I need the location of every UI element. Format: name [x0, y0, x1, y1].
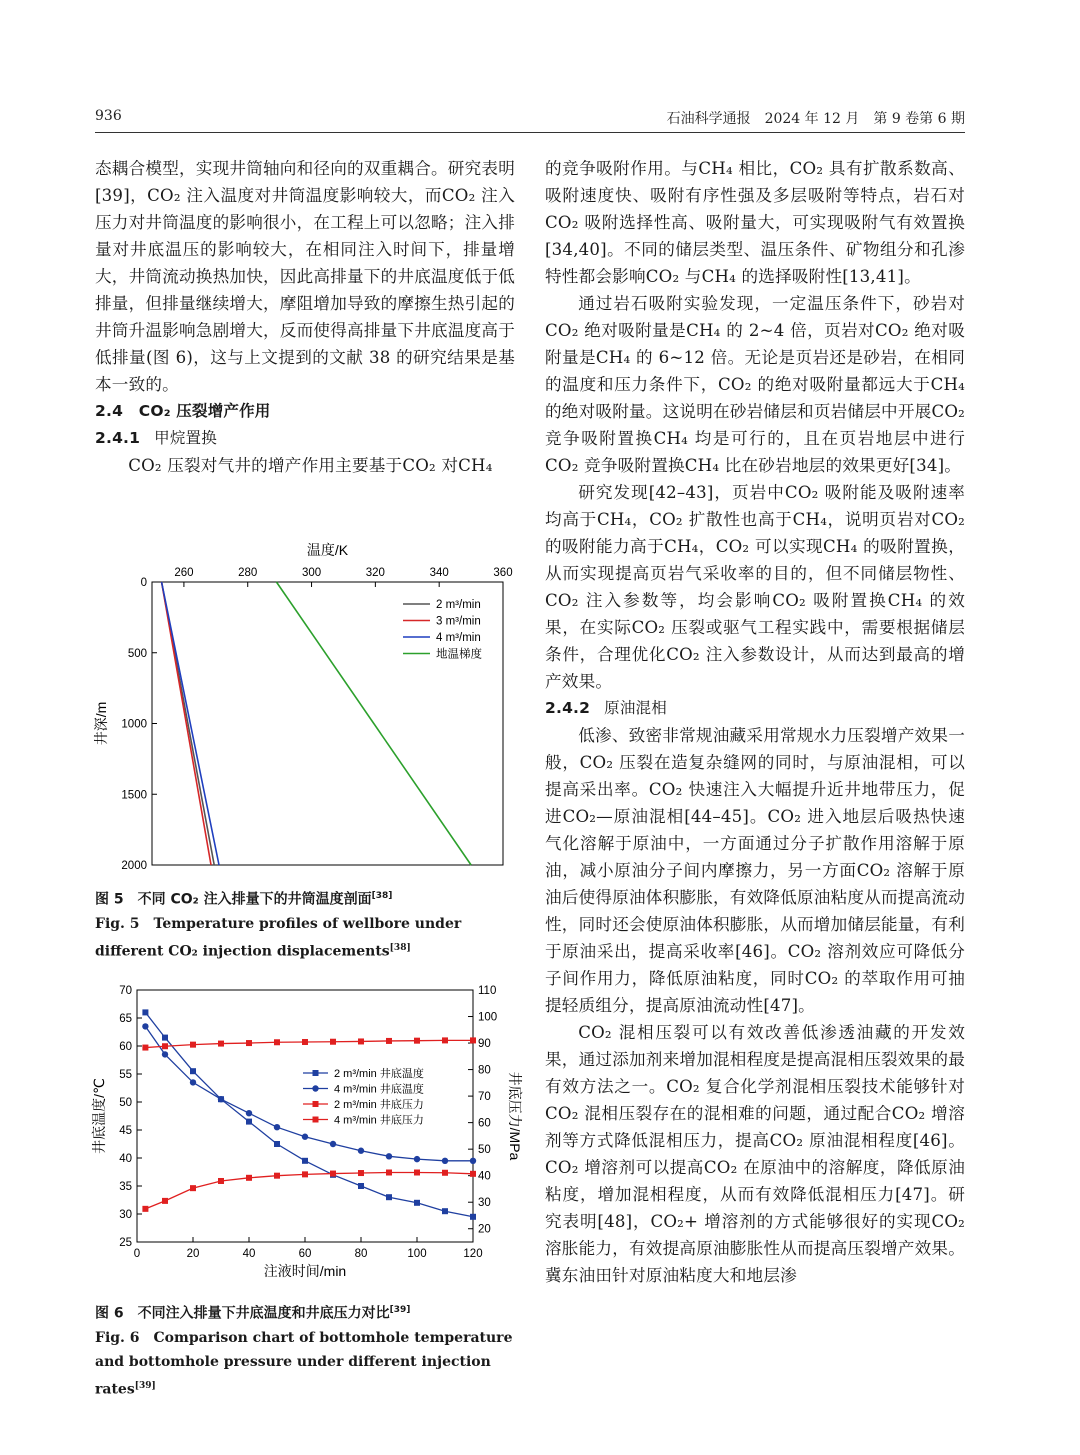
header-rule	[95, 132, 965, 133]
y2-tick-label: 100	[478, 1011, 498, 1024]
x-tick-label: 280	[238, 567, 258, 579]
y-tick-label: 1000	[121, 718, 147, 731]
y2-tick-label: 70	[478, 1091, 491, 1104]
data-point	[142, 1045, 148, 1051]
x-axis-label: 温度/K	[306, 542, 349, 558]
legend-marker-2	[312, 1085, 318, 1091]
data-point	[358, 1148, 364, 1154]
data-point	[302, 1134, 308, 1140]
data-point	[330, 1171, 336, 1177]
data-point	[162, 1051, 168, 1057]
section-title: 甲烷置换	[154, 429, 217, 447]
y-tick-label: 55	[119, 1069, 132, 1081]
y-tick-label: 1500	[121, 789, 147, 802]
legend-marker-1	[313, 1070, 319, 1076]
x-tick-label: 80	[354, 1248, 368, 1260]
data-point	[142, 1009, 148, 1015]
section-2-4-heading: 2.4 CO₂ 压裂增产作用	[95, 402, 271, 420]
data-point	[190, 1185, 196, 1191]
right-paragraph-5: CO₂ 混相压裂可以有效改善低渗透油藏的开发效果，通过添加剂来增加混相程度是提高混相压裂效果的最有效方法之一。CO₂ 复合化学剂混相压裂技术能够针对CO₂ 混相压裂存在的混相难的问题，通过配合CO₂ 增溶剂等方式降低混相压力，提高CO₂ 原油混相程度[46]。CO₂ 增溶剂可以提高CO₂ 在原油中的溶解度，降低原油粘度，增加混相程度，从而有效降低混相压力[47]。研究表明[48]，CO₂+ 增溶剂的方式能够很好的实现CO₂ 溶胀能力，有效提高原油膨胀性从而提高压裂增产效果。冀东油田针对原油粘度大和地层渗	[545, 1023, 965, 1285]
x-axis-label: 注液时间/min	[263, 1263, 347, 1279]
data-point	[274, 1141, 280, 1147]
y2-tick-label: 50	[478, 1144, 491, 1157]
data-point	[246, 1175, 252, 1181]
left-paragraph-1: 态耦合模型，实现井筒轴向和径向的双重耦合。研究表明[39]，CO₂ 注入温度对井筒温度影响较大，而CO₂ 注入压力对井筒温度的影响很小，在工程上可以忽略；注入排量对井底温压的影响较大，在相同注入时间下，排量增大，井筒流动换热加快，因此高排量下的井底温度低于低排量，但排量继续增大，摩阻增加导致的摩擦生热引起的井筒升温影响急剧增大，反而使得高排量下井底温度高于低排量(图 6)，这与上文提到的文献 38 的研究结果是基本一致的。	[95, 159, 515, 394]
y2-tick-label: 110	[478, 985, 497, 997]
y-tick-label: 35	[119, 1181, 132, 1193]
data-point	[442, 1170, 448, 1176]
data-point	[218, 1096, 224, 1102]
section-number: 2.4.1	[95, 429, 141, 447]
legend-label-1: 2 m³/min	[436, 599, 481, 611]
section-number: 2.4.2	[545, 699, 591, 717]
legend-label-3: 2 m³/min 井底压力	[334, 1099, 424, 1111]
y-tick-label: 40	[119, 1153, 132, 1165]
legend-label-3: 4 m³/min	[436, 632, 481, 644]
data-point	[302, 1158, 308, 1164]
series-line-3	[162, 582, 219, 865]
y-tick-label: 30	[119, 1209, 132, 1221]
legend-label-4: 4 m³/min 井底压力	[334, 1114, 424, 1127]
y-axis-label: 井深/m	[93, 701, 109, 746]
data-point	[442, 1208, 448, 1214]
data-point	[246, 1040, 252, 1046]
figure-5-caption	[95, 884, 525, 963]
y2-tick-label: 60	[478, 1117, 491, 1130]
data-point	[442, 1037, 448, 1043]
x-tick-label: 320	[365, 567, 385, 579]
right-paragraph-3: 研究发现[42–43]，页岩中CO₂ 吸附能及吸附速率均高于CH₄，CO₂ 扩散性也高于CH₄，说明页岩对CO₂ 的吸附能力高于CH₄，CO₂ 可以实现CH₄ 的吸附置换，从而实现提高页岩气采收率的目的，但不同储层物性、CO₂ 注入参数等，均会影响CO₂ 吸附置换CH₄ 的效果，在实际CO₂ 压裂或驱气工程实践中，需要根据储层条件，合理优化CO₂ 注入参数设计，从而达到最高的增产效果。	[545, 483, 965, 691]
y-tick-label: 70	[119, 985, 132, 997]
data-point	[246, 1110, 252, 1116]
section-title: 原油混相	[604, 699, 667, 717]
data-point	[162, 1035, 168, 1041]
y2-tick-label: 40	[478, 1170, 491, 1183]
data-point	[246, 1119, 252, 1125]
figure-5-caption-en: Fig. 5 Temperature profiles of wellbore under different CO₂ injection displacements[38]	[95, 915, 462, 960]
data-point	[442, 1158, 448, 1164]
figure-6-caption-en: Fig. 6 Comparison chart of bottomhole temperature and bottomhole pressure under different injection rates[39]	[95, 1329, 513, 1398]
y-tick-label: 0	[140, 577, 147, 589]
data-point	[190, 1068, 196, 1074]
left-column	[95, 155, 515, 479]
data-point	[274, 1124, 280, 1130]
data-point	[358, 1170, 364, 1176]
y-tick-label: 65	[119, 1013, 132, 1025]
data-point	[386, 1194, 392, 1200]
right-paragraph-2: 通过岩石吸附实验发现，一定温压条件下，砂岩对CO₂ 绝对吸附量是CH₄ 的 2~4 倍，页岩对CO₂ 绝对吸附量是CH₄ 的 6~12 倍。无论是页岩还是砂岩，在相同的温度和压力条件下，CO₂ 的绝对吸附量都远大于CH₄ 的绝对吸附量。这说明在砂岩储层和页岩储层中开展CO₂ 竞争吸附置换CH₄ 均是可行的，且在页岩地层中进行CO₂ 竞争吸附置换CH₄ 比在砂岩地层的效果更好[34]。	[545, 294, 965, 475]
data-point	[386, 1170, 392, 1176]
y-tick-label: 45	[119, 1125, 132, 1137]
x-tick-label: 100	[407, 1248, 427, 1260]
x-tick-label: 340	[429, 567, 449, 579]
data-point	[470, 1037, 476, 1043]
data-point	[414, 1038, 420, 1044]
data-point	[470, 1214, 476, 1220]
data-point	[302, 1171, 308, 1177]
right-paragraph-4: 低渗、致密非常规油藏采用常规水力压裂增产效果一般，CO₂ 压裂在造复杂缝网的同时，与原油混相，可以提高采出率。CO₂ 快速注入大幅提升近井地带压力，促进CO₂—原油混相[44–45]。CO₂ 进入地层后吸热快速气化溶解于原油中，一方面通过分子扩散作用溶解于原油，减小原油分子间内摩擦力，另一方面CO₂ 溶解于原油后使得原油体积膨胀，有效降低原油粘度从而提高流动性，同时还会使原油体积膨胀，从而增加储层能量，有利于原油采出，提高采收率[46]。CO₂ 溶剂效应可降低分子间作用力，降低原油粘度，同时CO₂ 的萃取作用可抽提轻质组分，提高原油流动性[47]。	[545, 726, 965, 1015]
y-tick-label: 50	[119, 1097, 132, 1109]
y-tick-label: 500	[127, 647, 147, 660]
data-point	[470, 1171, 476, 1177]
legend-marker-3	[313, 1101, 319, 1107]
legend-label-2: 4 m³/min 井底温度	[334, 1083, 424, 1096]
data-point	[302, 1039, 308, 1045]
data-point	[274, 1173, 280, 1179]
data-point	[162, 1198, 168, 1204]
series-line-2	[162, 582, 211, 865]
data-point	[142, 1206, 148, 1212]
legend-label-2: 3 m³/min	[436, 615, 481, 628]
figure-6-caption	[95, 1298, 525, 1401]
y-tick-label: 2000	[121, 860, 147, 872]
data-point	[414, 1170, 420, 1176]
data-point	[386, 1153, 392, 1159]
y-axis-label: 井底温度/℃	[91, 1078, 107, 1154]
x-tick-label: 300	[301, 567, 322, 579]
left-paragraph-2: CO₂ 压裂对气井的增产作用主要基于CO₂ 对CH₄	[128, 456, 493, 475]
legend-label-1: 2 m³/min 井底温度	[334, 1068, 424, 1080]
y-tick-label: 25	[119, 1237, 132, 1249]
x-tick-label: 120	[463, 1248, 483, 1260]
data-point	[386, 1038, 392, 1044]
x-tick-label: 20	[186, 1248, 200, 1260]
x-tick-label: 260	[174, 567, 194, 579]
data-point	[190, 1042, 196, 1048]
journal-header: 石油科学通报 2024 年 12 月 第 9 卷第 6 期	[666, 111, 965, 127]
data-point	[330, 1141, 336, 1147]
y2-tick-label: 80	[478, 1064, 491, 1077]
data-point	[358, 1038, 364, 1044]
figure-5-chart	[80, 535, 530, 880]
figure-5-caption-cn: 图 5 不同 CO₂ 注入排量下的井筒温度剖面[38]	[95, 891, 393, 908]
data-point	[414, 1200, 420, 1206]
x-tick-label: 60	[298, 1248, 312, 1260]
data-point	[218, 1178, 224, 1184]
figure-6-chart	[80, 978, 530, 1293]
data-point	[162, 1043, 168, 1049]
x-tick-label: 360	[493, 567, 513, 579]
data-point	[414, 1156, 420, 1162]
right-column	[545, 155, 965, 1289]
y2-tick-label: 20	[478, 1223, 491, 1236]
y2-tick-label: 90	[478, 1038, 491, 1051]
data-point	[190, 1079, 196, 1085]
data-point	[142, 1023, 148, 1029]
section-2-4-1-heading	[95, 425, 515, 452]
data-point	[274, 1039, 280, 1045]
x-tick-label: 40	[242, 1248, 256, 1260]
legend-marker-4	[313, 1117, 319, 1123]
legend-label-4: 地温梯度	[436, 648, 482, 661]
section-2-4-2-heading	[545, 695, 965, 722]
x-tick-label: 0	[133, 1248, 141, 1260]
y-tick-label: 60	[119, 1041, 132, 1053]
figure-6-caption-cn: 图 6 不同注入排量下井底温度和井底压力对比[39]	[95, 1305, 411, 1322]
y2-axis-label: 井底压力/MPa	[507, 1071, 523, 1161]
right-paragraph-1: 的竞争吸附作用。与CH₄ 相比，CO₂ 具有扩散系数高、吸附速度快、吸附有序性强及多层吸附等特点，岩石对CO₂ 吸附选择性高、吸附量大，可实现吸附气有效置换[34,40]。不同的储层类型、温压条件、矿物组分和孔渗特性都会影响CO₂ 与CH₄ 的选择吸附性[13,41]。	[545, 159, 965, 286]
data-point	[358, 1183, 364, 1189]
y2-tick-label: 30	[478, 1197, 491, 1210]
page-number: 936	[95, 108, 122, 124]
data-point	[218, 1041, 224, 1047]
data-point	[330, 1039, 336, 1045]
data-point	[470, 1158, 476, 1164]
